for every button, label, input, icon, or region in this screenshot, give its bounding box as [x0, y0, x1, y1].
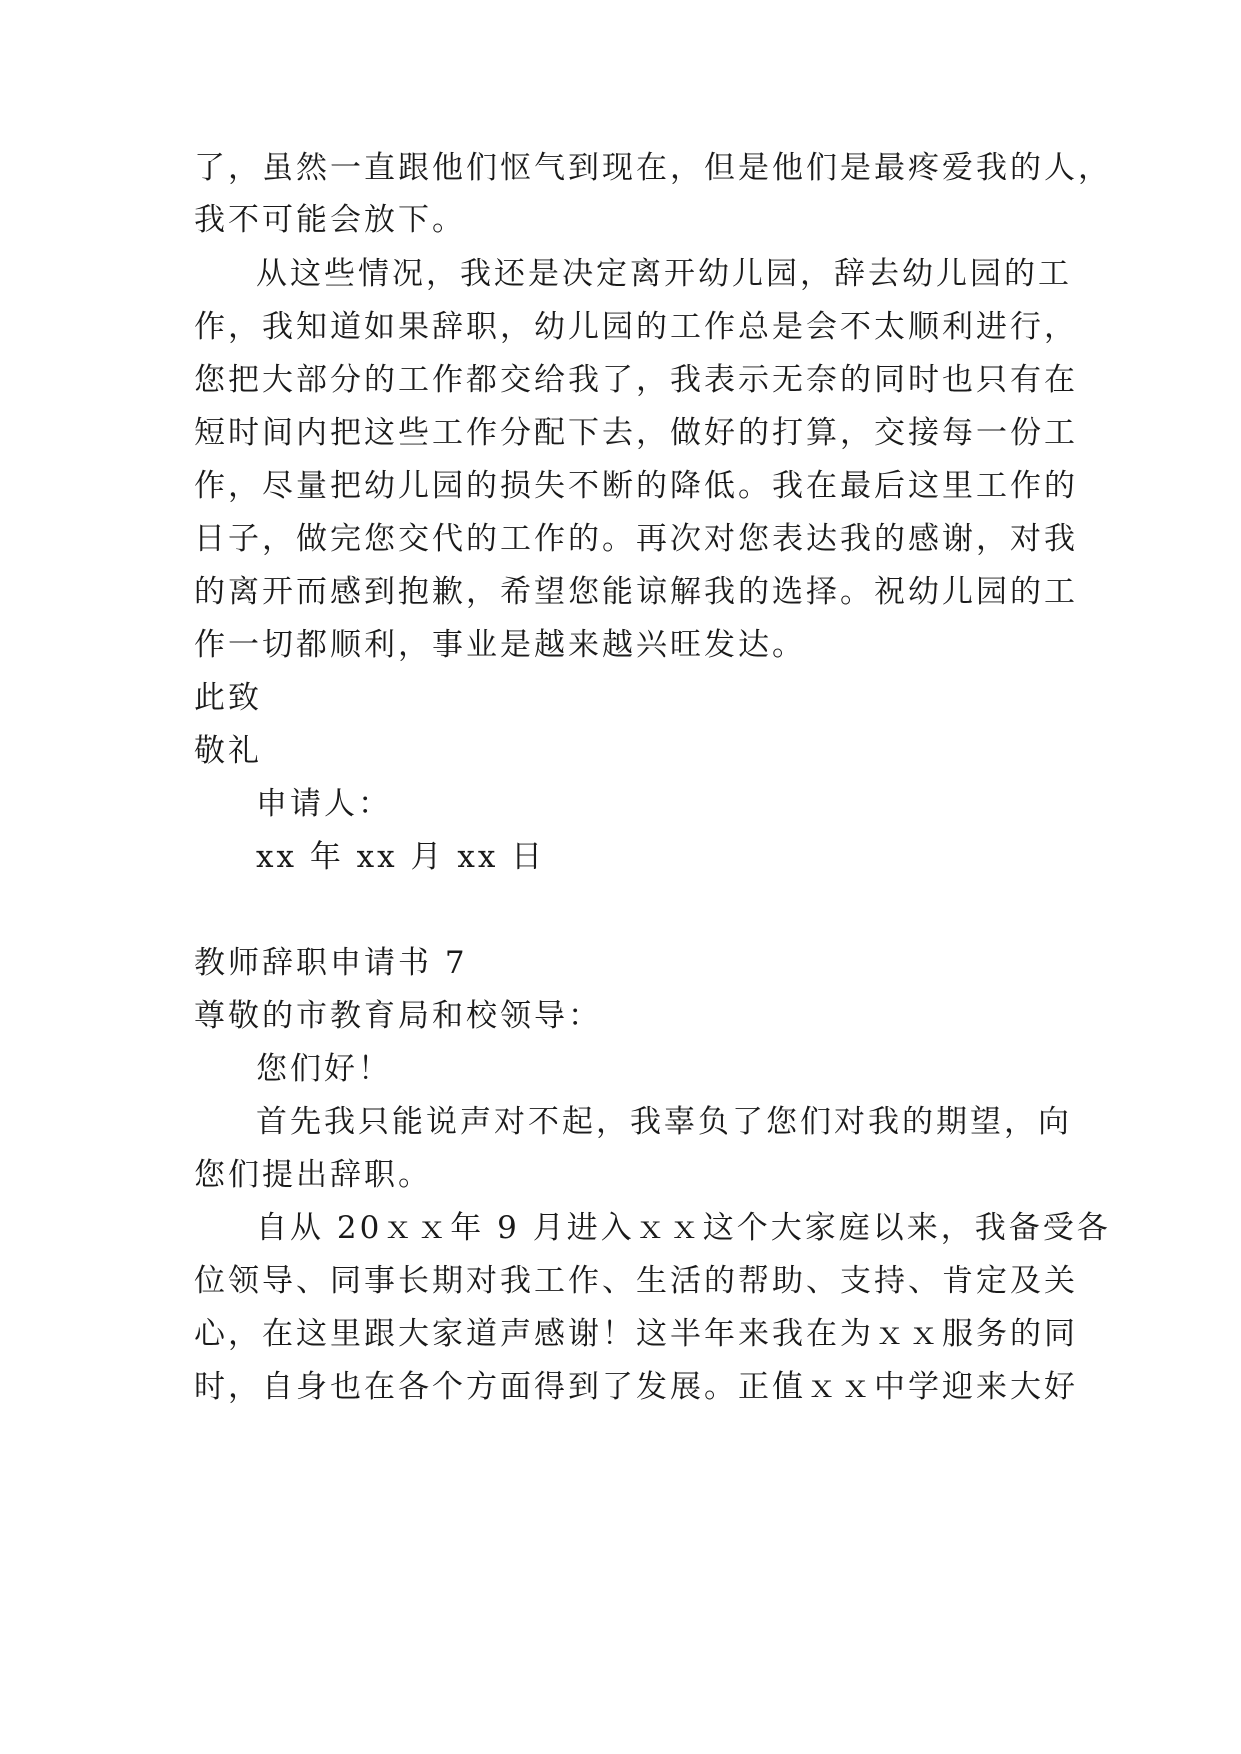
closing-regards: 敬礼	[194, 733, 262, 769]
greeting: 您们好！	[256, 1051, 392, 1087]
addressee: 尊敬的市教育局和校领导：	[194, 998, 602, 1034]
text-line: 您们提出辞职。	[194, 1157, 432, 1193]
section-title: 教师辞职申请书 7	[194, 945, 468, 981]
text-line: 心，在这里跟大家道声感谢！这半年来我在为ｘｘ服务的同	[194, 1316, 1078, 1352]
text-line: 作一切都顺利，事业是越来越兴旺发达。	[194, 627, 806, 663]
text-line: 的离开而感到抱歉，希望您能谅解我的选择。祝幼儿园的工	[194, 574, 1078, 610]
text-line: 我不可能会放下。	[194, 202, 466, 238]
text-line: 从这些情况，我还是决定离开幼儿园，辞去幼儿园的工	[256, 256, 1072, 292]
text-line: 首先我只能说声对不起，我辜负了您们对我的期望，向	[256, 1104, 1072, 1140]
text-line: 您把大部分的工作都交给我了，我表示无奈的同时也只有在	[194, 362, 1078, 398]
text-line: 时，自身也在各个方面得到了发展。正值ｘｘ中学迎来大好	[194, 1369, 1078, 1405]
applicant-label: 申请人：	[256, 786, 392, 822]
text-line: 自从 20ｘｘ年 9 月进入ｘｘ这个大家庭以来，我备受各	[256, 1210, 1111, 1246]
text-line: 短时间内把这些工作分配下去，做好的打算，交接每一份工	[194, 415, 1078, 451]
text-line: 了，虽然一直跟他们怄气到现在，但是他们是最疼爱我的人，	[194, 150, 1112, 186]
closing-salutation: 此致	[194, 680, 262, 716]
text-line: 日子，做完您交代的工作的。再次对您表达我的感谢，对我	[194, 521, 1078, 557]
text-line: 位领导、同事长期对我工作、生活的帮助、支持、肯定及关	[194, 1263, 1078, 1299]
text-line: 作，尽量把幼儿园的损失不断的降低。我在最后这里工作的	[194, 468, 1078, 504]
date-line: xx 年 xx 月 xx 日	[256, 839, 546, 875]
text-line: 作，我知道如果辞职，幼儿园的工作总是会不太顺利进行，	[194, 309, 1078, 345]
